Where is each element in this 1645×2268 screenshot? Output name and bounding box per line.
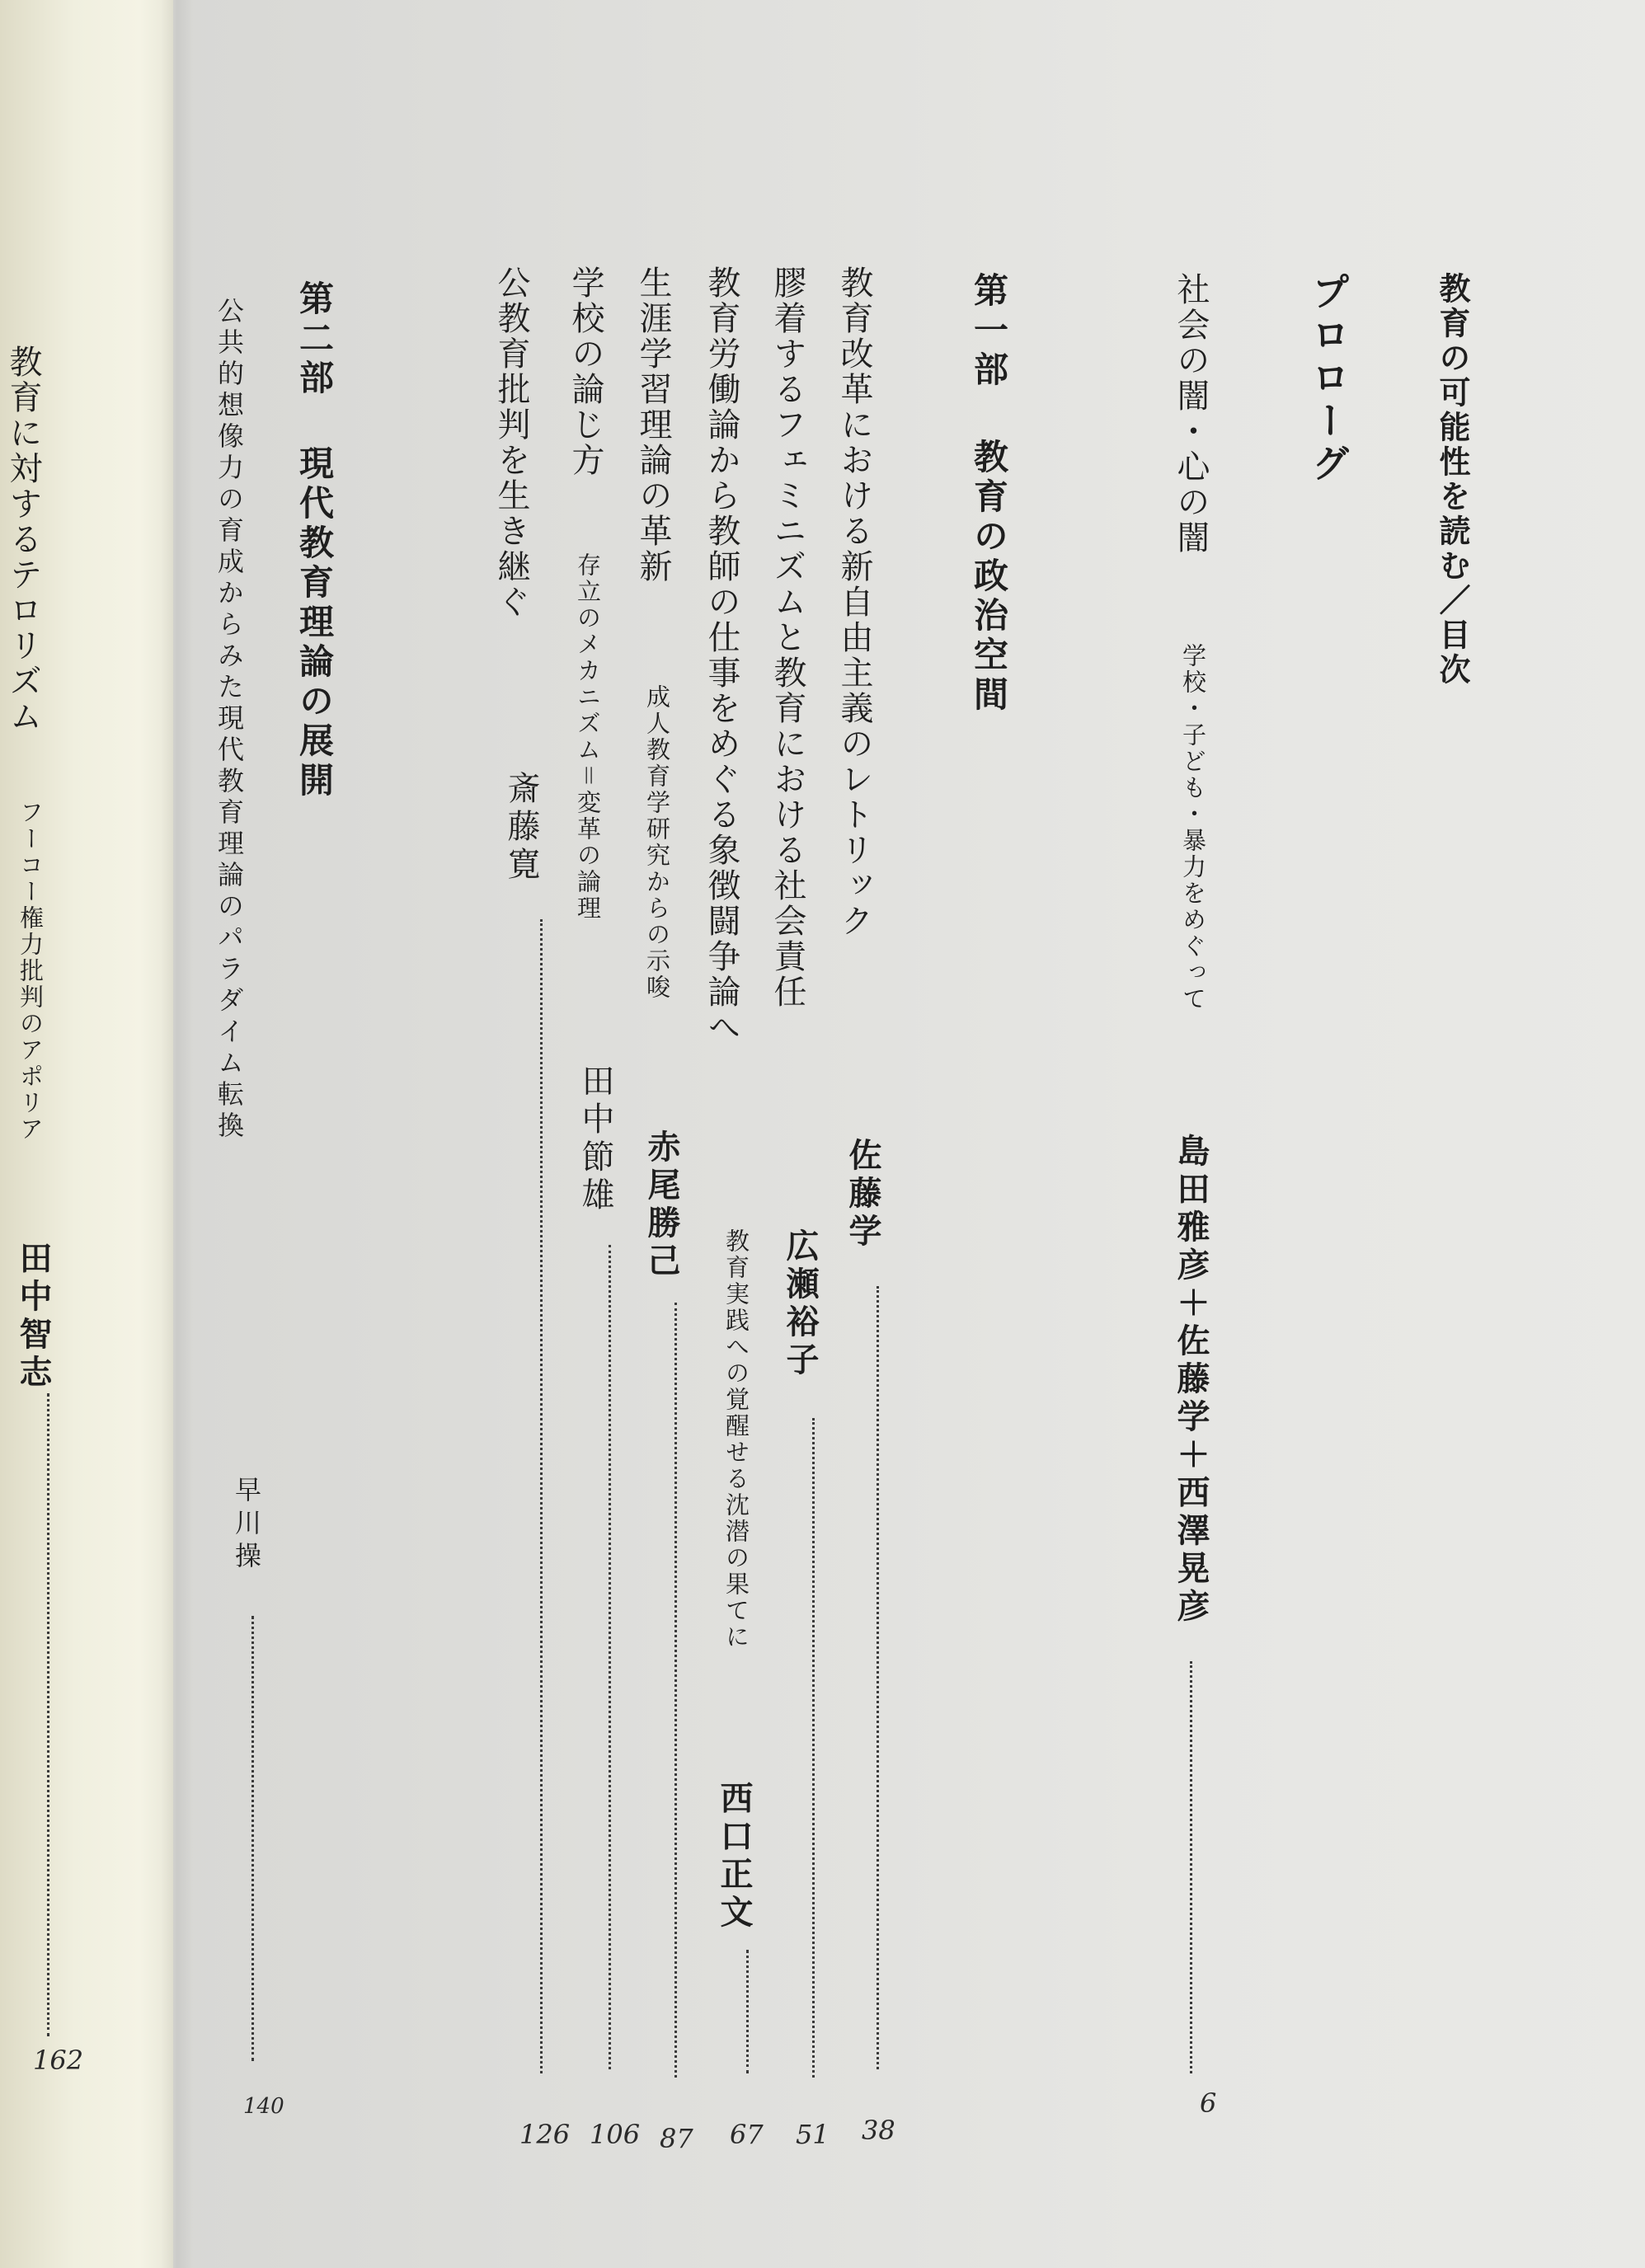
p1-ch2-leader <box>812 1418 815 2078</box>
p1-ch4-page: 87 <box>660 2123 693 2154</box>
prologue-authors: 島田雅彦＋佐藤学＋西澤晃彦 <box>1172 1134 1210 1627</box>
book-gutter <box>161 0 194 2268</box>
p1-ch1-title: 教育改革における新自由主義のレトリック <box>835 265 873 939</box>
p1-ch6-page: 126 <box>519 2119 571 2150</box>
p2-ch2-author: 田中智志 <box>14 1241 52 1392</box>
part1-label: 第一部 <box>969 272 1009 391</box>
p1-ch3-title: 教育労働論から教師の仕事をめぐる象徴闘争論へ <box>703 265 740 1045</box>
p1-ch5-page: 106 <box>590 2119 641 2150</box>
p1-ch3-leader <box>746 1950 749 2073</box>
p2-ch1-title: 公共的想像力の育成からみた現代教育理論のパラダイム転換 <box>214 297 245 1143</box>
prologue-title: 社会の闇・心の闇 <box>1172 272 1210 556</box>
p2-ch1-author: 早川操 <box>231 1476 262 1575</box>
p2-ch2-subtitle: フーコー権力批判のアポリア <box>16 800 45 1143</box>
p1-ch2-page: 51 <box>796 2119 830 2150</box>
p1-ch4-title: 生涯学習理論の革新 <box>634 265 672 585</box>
p2-ch1-leader <box>251 1616 254 2061</box>
p1-ch2-title: 膠着するフェミニズムと教育における社会責任 <box>768 265 806 1010</box>
part1-title: 教育の政治空間 <box>969 439 1009 716</box>
p1-ch1-page: 38 <box>862 2115 895 2146</box>
prologue-page: 6 <box>1200 2087 1217 2119</box>
p1-ch6-leader <box>540 919 543 2073</box>
p1-ch3-author: 西口正文 <box>715 1781 753 1932</box>
p1-ch6-author: 斎藤寛 <box>502 771 540 885</box>
p1-ch4-subtitle: 成人教育学研究からの示唆 <box>643 684 671 1001</box>
p1-ch5-author: 田中節雄 <box>576 1064 614 1215</box>
p2-ch2-leader <box>47 1393 49 2036</box>
p1-ch5-leader <box>609 1245 611 2069</box>
prologue-subtitle: 学校・子ども・暴力をめぐって <box>1179 643 1207 1012</box>
prologue-heading: プロローグ <box>1306 272 1351 486</box>
p2-ch2-page: 162 <box>33 2045 84 2076</box>
p1-ch1-leader <box>877 1286 879 2069</box>
p1-ch1-author: 佐藤学 <box>844 1138 881 1251</box>
part2-label: 第二部 <box>294 280 335 399</box>
p1-ch3-page: 67 <box>730 2119 764 2150</box>
p1-ch5-title: 学校の論じ方 <box>566 265 604 478</box>
p1-ch4-leader <box>674 1303 677 2078</box>
p2-ch2-title: 教育に対するテロリズム <box>4 345 42 735</box>
p1-ch5-subtitle: 存立のメカニズム＝変革の論理 <box>574 552 602 922</box>
prologue-leader <box>1190 1661 1192 2073</box>
p1-ch4-author: 赤尾勝己 <box>642 1129 680 1281</box>
p1-ch2-author: 広瀬裕子 <box>781 1228 819 1380</box>
part2-title: 現代教育理論の展開 <box>294 445 335 801</box>
p1-ch3-subtitle: 教育実践への覚醒せる沈潜の果てに <box>722 1228 750 1651</box>
p1-ch6-title: 公教育批判を生き継ぐ <box>492 265 530 620</box>
p2-ch1-page: 140 <box>243 2094 284 2119</box>
book-title-line: 教育の可能性を読む／目次 <box>1434 272 1470 688</box>
